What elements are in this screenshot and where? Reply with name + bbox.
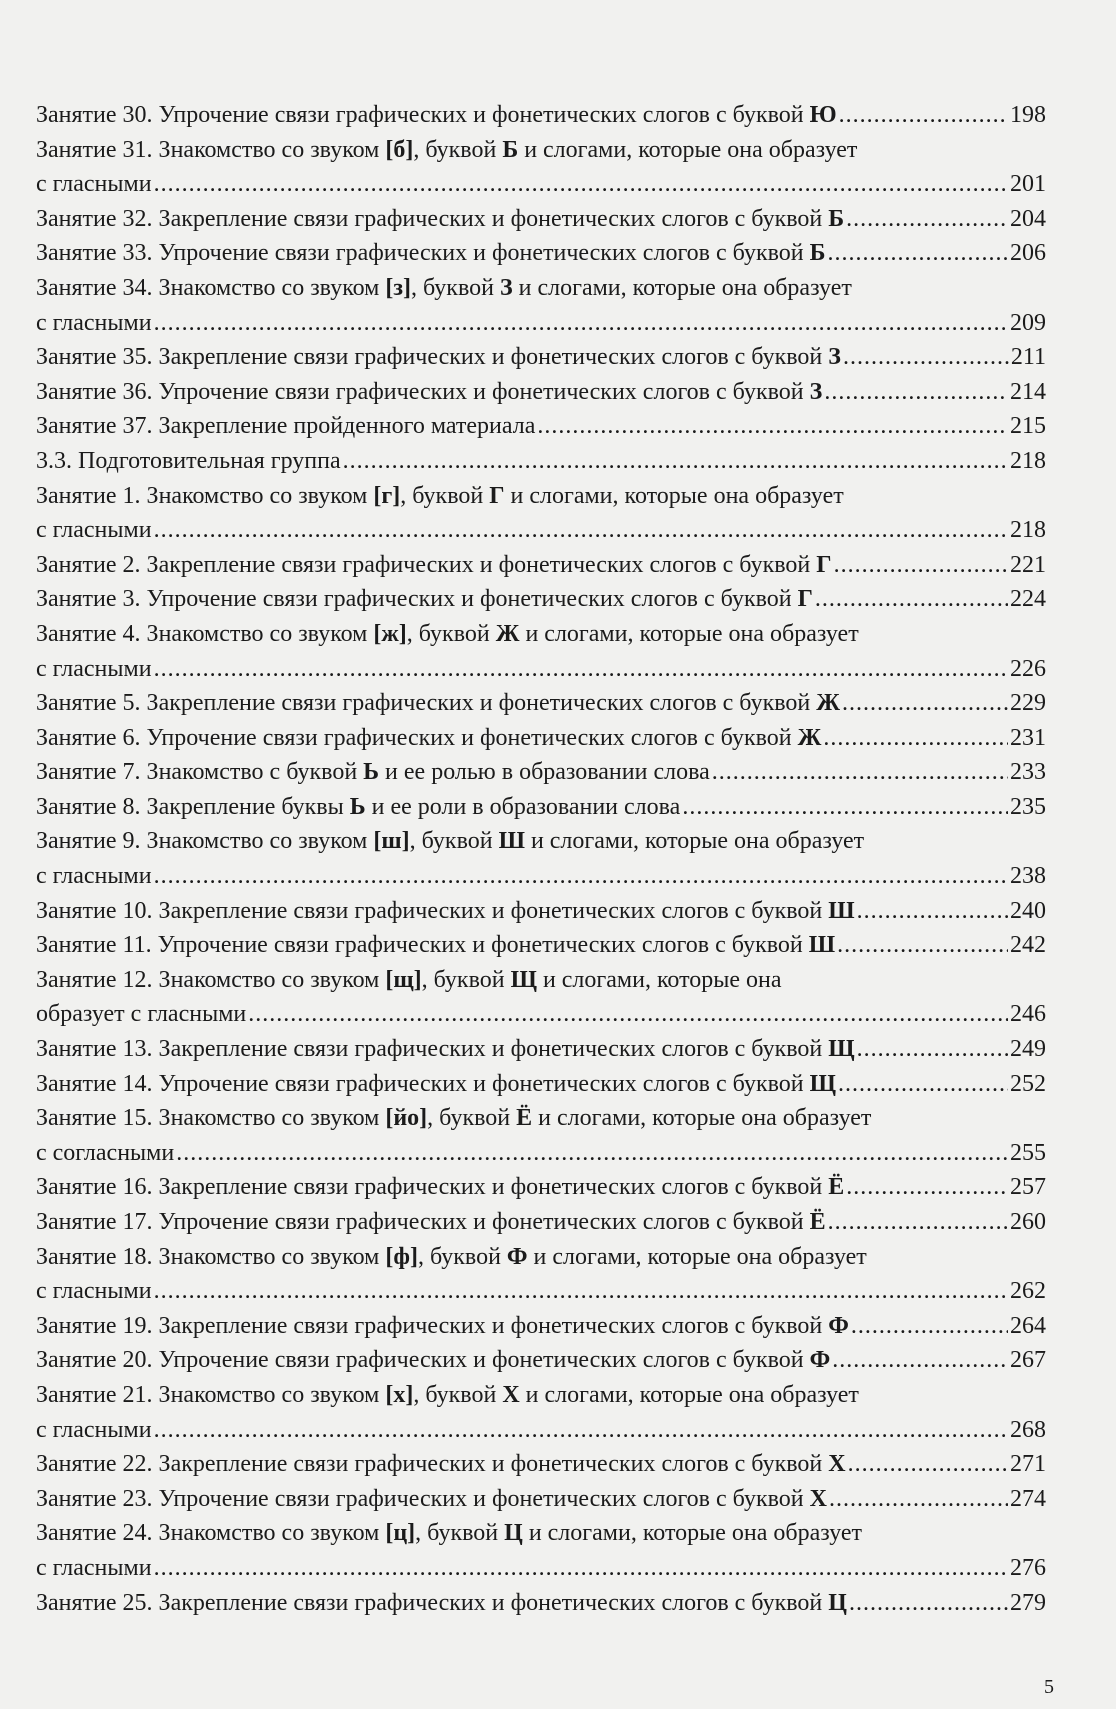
page-ref: 274: [1010, 1485, 1046, 1512]
dot-leader: [834, 548, 1008, 583]
toc-entry: [36, 1343, 1046, 1378]
page-ref: 226: [1010, 655, 1046, 682]
toc-entry: [36, 755, 1046, 790]
entry-text: с согласными: [36, 1139, 175, 1166]
toc-entry: [36, 928, 1046, 963]
dot-leader: [176, 1136, 1008, 1171]
toc-entry: [36, 1482, 1046, 1517]
entry-bold: Ь: [363, 759, 380, 786]
toc-entry-title: [36, 271, 1046, 306]
dot-leader: [154, 513, 1008, 548]
toc-entry-title: [36, 1309, 849, 1344]
entry-bold: Ф: [809, 1347, 831, 1374]
page-ref: 252: [1010, 1070, 1046, 1097]
toc-entry-row: [36, 652, 1046, 687]
dot-leader: [154, 859, 1008, 894]
toc-entry-row: [36, 1032, 1046, 1067]
entry-text: Занятие 36. Упрочение связи графических и фонетических слогов с буквой: [36, 378, 810, 405]
toc-entry-title: [36, 582, 813, 617]
entry-text: с гласными: [36, 309, 152, 336]
entry-text: Занятие 5. Закрепление связи графических и фонетических слогов с буквой: [36, 690, 817, 717]
page-ref: 238: [1010, 863, 1046, 890]
toc-entry-row: [36, 755, 1046, 790]
page-ref: 242: [1010, 932, 1046, 959]
page-ref: 246: [1010, 1001, 1046, 1028]
entry-text: Занятие 12. Знакомство со звуком: [36, 966, 386, 993]
toc-entry-row: [36, 1447, 1046, 1482]
entry-text: с гласными: [36, 1554, 152, 1581]
entry-text: , буквой: [415, 1520, 505, 1547]
dot-leader: [154, 652, 1008, 687]
page-ref: 211: [1010, 344, 1046, 371]
entry-text: Занятие 34. Знакомство со звуком: [36, 274, 386, 301]
entry-text: , буквой: [411, 274, 500, 301]
toc-entry-title: [36, 444, 341, 479]
toc-entry-title: [36, 1032, 855, 1067]
entry-bold: Б: [828, 205, 845, 232]
toc-entry: [36, 409, 1046, 444]
entry-bold: [щ]: [385, 966, 422, 993]
dot-leader: [154, 1551, 1008, 1586]
toc-entry-row: [36, 997, 1046, 1032]
toc-entry: [36, 340, 1046, 375]
entry-text: с гласными: [36, 517, 152, 544]
toc-entry: [36, 790, 1046, 825]
entry-text: и слогами, которые она образует: [504, 482, 844, 509]
toc-entry: [36, 202, 1046, 237]
toc-entry-title: [36, 409, 535, 444]
dot-leader: [837, 928, 1008, 963]
dot-leader: [846, 202, 1008, 237]
toc-entry-title: [36, 479, 1046, 514]
entry-text: Занятие 19. Закрепление связи графических и фонетических слогов с буквой: [36, 1312, 829, 1339]
entry-bold: Х: [809, 1485, 827, 1512]
entry-bold: Ф: [828, 1312, 849, 1339]
entry-text: Занятие 20. Упрочение связи графических и фонетических слогов с буквой: [36, 1347, 810, 1374]
toc-entry-row: [36, 375, 1046, 410]
dot-leader: [829, 1482, 1008, 1517]
page-ref: 268: [1010, 1416, 1046, 1443]
entry-text: Занятие 17. Упрочение связи графических и фонетических слогов с буквой: [36, 1209, 810, 1235]
entry-bold: Ж: [495, 620, 520, 647]
entry-text: и слогами, которые она образует: [519, 620, 859, 647]
entry-bold: Ё: [809, 1209, 826, 1235]
toc-entry-row: [36, 98, 1046, 133]
toc-entry-title: [36, 98, 837, 133]
page-ref: 264: [1010, 1312, 1046, 1339]
toc-entry: [36, 1170, 1046, 1205]
page-ref: 231: [1010, 724, 1046, 751]
entry-text: Занятие 9. Знакомство со звуком: [36, 828, 374, 855]
entry-text: Занятие 11. Упрочение связи графических и фонетических слогов с буквой: [36, 932, 809, 959]
toc-entry-title: [36, 790, 680, 825]
toc-entry: [36, 1378, 1046, 1447]
entry-text: Занятие 23. Упрочение связи графических и фонетических слогов с буквой: [36, 1485, 810, 1512]
toc-entry: [36, 444, 1046, 479]
toc-entry-row: [36, 340, 1046, 375]
toc-entry-title: [36, 1205, 826, 1240]
entry-text: с гласными: [36, 1416, 152, 1443]
toc-entry: [36, 1067, 1046, 1102]
page-ref: 201: [1010, 171, 1046, 198]
toc-entry-row: [36, 790, 1046, 825]
entry-bold: Б: [502, 136, 519, 163]
dot-leader: [712, 755, 1008, 790]
page-ref: 257: [1010, 1174, 1046, 1201]
entry-text: Занятие 13. Закрепление связи графических и фонетических слогов с буквой: [36, 1036, 829, 1063]
dot-leader: [839, 98, 1008, 133]
page-ref: 233: [1010, 759, 1046, 786]
toc-entry-row: [36, 1136, 1046, 1171]
toc-entry-title: [36, 202, 844, 237]
dot-leader: [857, 1032, 1008, 1067]
toc-entry-row: [36, 1413, 1046, 1448]
page-ref: 198: [1010, 102, 1046, 128]
entry-text: , буквой: [406, 620, 496, 647]
page-ref: 218: [1010, 517, 1046, 544]
entry-bold: Ц: [828, 1589, 847, 1616]
page-ref: 240: [1010, 897, 1046, 924]
toc-entry: [36, 1240, 1046, 1309]
toc-entry: [36, 963, 1046, 1032]
toc-entry-title: [36, 1343, 830, 1378]
toc-entry-row: [36, 1170, 1046, 1205]
toc-entry: [36, 1032, 1046, 1067]
toc-entry: [36, 548, 1046, 583]
toc-entry: [36, 686, 1046, 721]
toc-entry-row: [36, 444, 1046, 479]
entry-text: и слогами, которые она образует: [522, 1520, 863, 1547]
dot-leader: [537, 409, 1008, 444]
toc-entry: [36, 1205, 1046, 1240]
toc-entry: [36, 1309, 1046, 1344]
entry-bold: З: [828, 344, 841, 371]
entry-text: Занятие 35. Закрепление связи графических и фонетических слогов с буквой: [36, 344, 829, 371]
entry-text: и слогами, которые она образует: [532, 1105, 872, 1132]
entry-bold: Г: [816, 551, 832, 578]
toc-entry: [36, 582, 1046, 617]
toc-entry-title: [36, 721, 821, 756]
toc-entry-title: [36, 1067, 836, 1102]
entry-text: Занятие 2. Закрепление связи графических и фонетических слогов с буквой: [36, 551, 817, 578]
entry-text: , буквой: [413, 1381, 503, 1408]
entry-text: Занятие 1. Знакомство со звуком: [36, 482, 374, 509]
entry-bold: [ш]: [373, 828, 410, 855]
page-ref: 214: [1010, 378, 1046, 405]
entry-bold: [йо]: [385, 1105, 428, 1132]
entry-text: с гласными: [36, 863, 152, 890]
toc-entry-title: [36, 963, 1046, 998]
entry-text: Занятие 37. Закрепление пройденного материала: [36, 413, 536, 440]
page-ref: 262: [1010, 1278, 1046, 1305]
entry-text: Занятие 16. Закрепление связи графических и фонетических слогов с буквой: [36, 1174, 829, 1201]
dot-leader: [842, 686, 1008, 721]
entry-bold: [ц]: [385, 1520, 416, 1547]
toc-entry-title: [36, 1101, 1046, 1136]
entry-bold: [ж]: [373, 620, 407, 647]
toc-entry-title: [36, 1447, 846, 1482]
dot-leader: [154, 1413, 1008, 1448]
toc-entry-title: [36, 236, 826, 271]
entry-bold: Ш: [808, 932, 836, 959]
entry-text: 3.3. Подготовительная группа: [36, 447, 341, 474]
toc-entry-title: [36, 1482, 827, 1517]
toc-entry-title: [36, 1586, 847, 1621]
entry-text: Занятие 15. Знакомство со звуком: [36, 1105, 386, 1132]
toc-entry-row: [36, 686, 1046, 721]
toc-entry-row: [36, 894, 1046, 929]
dot-leader: [828, 236, 1008, 271]
toc-entry-title: [36, 340, 841, 375]
dot-leader: [838, 1067, 1008, 1102]
entry-bold: Ж: [797, 724, 822, 751]
toc-entry-row: [36, 409, 1046, 444]
toc-entry-row: [36, 202, 1046, 237]
entry-text: Занятие 4. Знакомство со звуком: [36, 620, 374, 647]
page-ref: 221: [1010, 551, 1046, 578]
toc-entry: [36, 133, 1046, 202]
toc-entry-row: [36, 167, 1046, 202]
entry-text: Занятие 24. Знакомство со звуком: [36, 1520, 386, 1547]
toc-entry-title: [36, 133, 1046, 168]
entry-text: , буквой: [413, 136, 503, 163]
dot-leader: [846, 1170, 1008, 1205]
entry-bold: Ц: [504, 1520, 523, 1547]
entry-text: Занятие 18. Знакомство со звуком: [36, 1243, 386, 1270]
entry-bold: Ж: [816, 690, 841, 717]
toc-entry-title: [36, 1378, 1046, 1413]
toc-entry-title: [36, 375, 822, 410]
page-ref: 204: [1010, 205, 1046, 232]
toc-entry-title: [36, 1240, 1046, 1275]
toc-entry-title: [36, 617, 1046, 652]
entry-bold: Ю: [809, 102, 837, 128]
toc-entry: [36, 1447, 1046, 1482]
page-ref: 260: [1010, 1209, 1046, 1235]
entry-text: с гласными: [36, 1278, 152, 1305]
dot-leader: [815, 582, 1008, 617]
entry-bold: [х]: [385, 1381, 414, 1408]
toc-entry: [36, 721, 1046, 756]
entry-text: , буквой: [421, 966, 511, 993]
entry-text: Занятие 31. Знакомство со звуком: [36, 136, 386, 163]
toc-entry-title: [36, 1516, 1046, 1551]
page-ref: 235: [1010, 793, 1046, 820]
toc-entry-title: [36, 755, 710, 790]
toc-entry-row: [36, 1343, 1046, 1378]
entry-text: и слогами, которые она образует: [519, 1381, 859, 1408]
toc-entry-row: [36, 513, 1046, 548]
entry-text: и слогами, которые она образует: [524, 828, 865, 855]
page-ref: 276: [1010, 1554, 1046, 1581]
toc-entry-row: [36, 1309, 1046, 1344]
page-ref: 229: [1010, 690, 1046, 717]
toc-entry-title: [36, 894, 855, 929]
dot-leader: [248, 997, 1008, 1032]
entry-bold: [г]: [373, 482, 401, 509]
toc-entry-row: [36, 721, 1046, 756]
toc-entry-row: [36, 1551, 1046, 1586]
entry-text: и слогами, которые она: [536, 966, 782, 993]
dot-leader: [343, 444, 1008, 479]
dot-leader: [154, 1274, 1008, 1309]
dot-leader: [828, 1205, 1008, 1240]
entry-text: с гласными: [36, 655, 152, 682]
dot-leader: [857, 894, 1008, 929]
toc-entry: [36, 1101, 1046, 1170]
page-ref: 206: [1010, 240, 1046, 267]
entry-bold: Г: [489, 482, 505, 509]
toc-entry: [36, 98, 1046, 133]
dot-leader: [823, 721, 1008, 756]
entry-text: , буквой: [427, 1105, 517, 1132]
entry-text: с гласными: [36, 171, 152, 198]
entry-bold: Ш: [828, 897, 855, 924]
toc-entry: [36, 375, 1046, 410]
entry-bold: Х: [828, 1451, 846, 1478]
entry-bold: Щ: [809, 1070, 836, 1097]
toc-entry-row: [36, 1586, 1046, 1621]
entry-bold: [б]: [385, 136, 414, 163]
entry-text: Занятие 7. Знакомство с буквой: [36, 759, 364, 786]
toc-entry-row: [36, 1067, 1046, 1102]
entry-bold: Б: [809, 240, 826, 267]
entry-text: , буквой: [417, 1243, 507, 1270]
entry-text: и слогами, которые она образует: [527, 1243, 867, 1270]
entry-text: Занятие 32. Закрепление связи графических и фонетических слогов с буквой: [36, 205, 829, 232]
entry-text: Занятие 10. Закрепление связи графических и фонетических слогов с буквой: [36, 897, 829, 924]
dot-leader: [154, 306, 1008, 341]
dot-leader: [832, 1343, 1008, 1378]
toc-entry-row: [36, 582, 1046, 617]
page-ref: 224: [1010, 586, 1046, 613]
entry-text: и слогами, которые она образует: [518, 136, 858, 163]
entry-text: образует с гласными: [36, 1001, 247, 1028]
entry-text: Занятие 21. Знакомство со звуком: [36, 1381, 386, 1408]
dot-leader: [848, 1447, 1008, 1482]
entry-text: и ее ролью в образовании слова: [379, 759, 710, 786]
toc-entry-title: [36, 548, 832, 583]
entry-text: Занятие 33. Упрочение связи графических и фонетических слогов с буквой: [36, 240, 810, 267]
entry-bold: З: [809, 378, 823, 405]
toc-entry-row: [36, 1274, 1046, 1309]
dot-leader: [154, 167, 1008, 202]
toc-entry-row: [36, 928, 1046, 963]
dot-leader: [824, 375, 1008, 410]
table-of-contents: [36, 98, 1046, 1620]
toc-entry: [36, 824, 1046, 893]
entry-bold: Ё: [828, 1174, 845, 1201]
page-ref: 215: [1010, 413, 1046, 440]
dot-leader: [851, 1309, 1008, 1344]
page-ref: 209: [1010, 309, 1046, 336]
page-number: 5: [1044, 1676, 1054, 1698]
toc-entry-row: [36, 1205, 1046, 1240]
entry-text: Занятие 6. Упрочение связи графических и фонетических слогов с буквой: [36, 724, 798, 751]
toc-entry-title: [36, 686, 840, 721]
entry-bold: [з]: [385, 274, 411, 301]
toc-entry-title: [36, 1170, 844, 1205]
entry-text: , буквой: [409, 828, 499, 855]
toc-entry: [36, 236, 1046, 271]
toc-entry-row: [36, 236, 1046, 271]
entry-text: и ее роли в образовании слова: [365, 793, 681, 820]
toc-entry-title: [36, 824, 1046, 859]
toc-entry: [36, 479, 1046, 548]
entry-bold: З: [499, 274, 513, 301]
toc-entry: [36, 894, 1046, 929]
toc-entry-title: [36, 928, 835, 963]
toc-entry: [36, 617, 1046, 686]
page-ref: 249: [1010, 1036, 1046, 1063]
entry-bold: Щ: [510, 966, 537, 993]
entry-text: и слогами, которые она образует: [512, 274, 852, 301]
toc-entry-row: [36, 1482, 1046, 1517]
dot-leader: [843, 340, 1009, 375]
toc-entry-row: [36, 859, 1046, 894]
toc-entry: [36, 1516, 1046, 1585]
entry-bold: Ё: [516, 1105, 533, 1132]
entry-text: Занятие 14. Упрочение связи графических и фонетических слогов с буквой: [36, 1070, 810, 1097]
page-ref: 267: [1010, 1347, 1046, 1374]
entry-bold: [ф]: [385, 1243, 418, 1270]
toc-entry-row: [36, 548, 1046, 583]
entry-text: Занятие 22. Закрепление связи графических и фонетических слогов с буквой: [36, 1451, 829, 1478]
entry-bold: Ь: [349, 793, 366, 820]
page-ref: 218: [1010, 447, 1046, 474]
entry-text: Занятие 30. Упрочение связи графических и фонетических слогов с буквой: [36, 102, 810, 128]
entry-bold: Щ: [828, 1036, 855, 1063]
page-ref: 279: [1010, 1589, 1046, 1616]
entry-text: Занятие 8. Закрепление буквы: [36, 793, 350, 820]
toc-entry-row: [36, 306, 1046, 341]
entry-text: Занятие 25. Закрепление связи графических и фонетических слогов с буквой: [36, 1589, 829, 1616]
dot-leader: [682, 790, 1008, 825]
page-ref: 271: [1010, 1451, 1046, 1478]
toc-entry: [36, 1586, 1046, 1621]
entry-bold: Ш: [498, 828, 525, 855]
entry-text: , буквой: [400, 482, 490, 509]
entry-bold: Г: [797, 586, 813, 613]
toc-entry: [36, 271, 1046, 340]
entry-bold: Ф: [506, 1243, 528, 1270]
entry-bold: Х: [502, 1381, 520, 1408]
entry-text: Занятие 3. Упрочение связи графических и фонетических слогов с буквой: [36, 586, 798, 613]
page-ref: 255: [1010, 1139, 1046, 1166]
dot-leader: [849, 1586, 1008, 1621]
